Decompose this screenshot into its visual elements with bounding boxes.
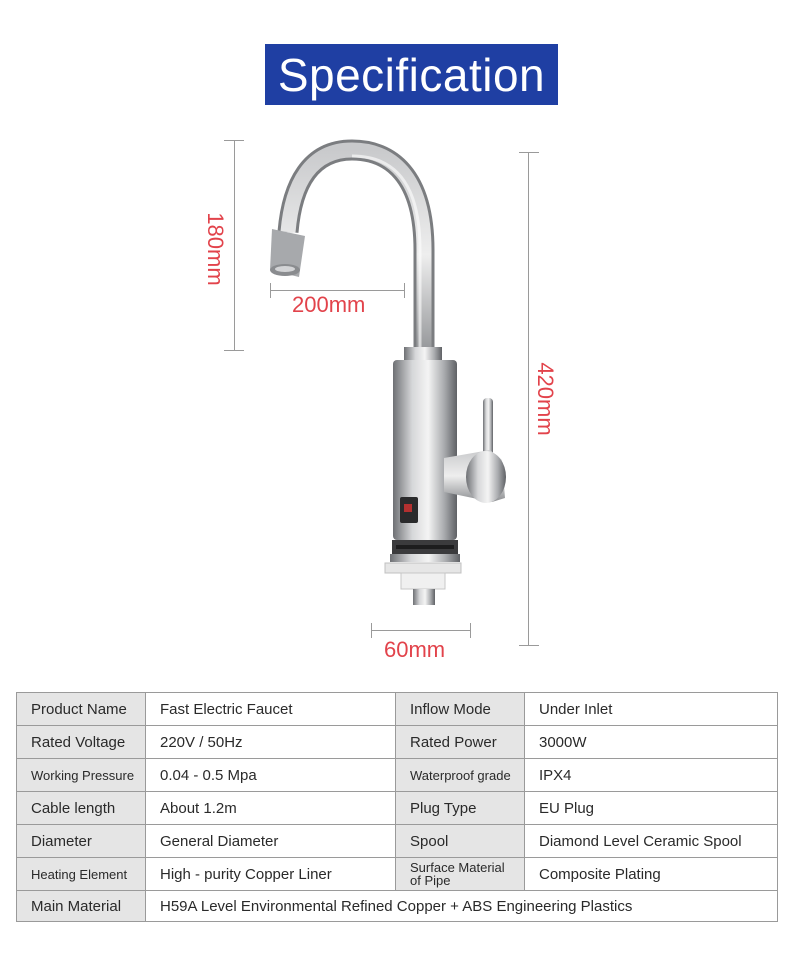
spec-value: Under Inlet — [525, 693, 778, 726]
spec-key: Spool — [396, 825, 525, 858]
dim-tick-180-top — [224, 140, 244, 141]
table-row — [17, 891, 778, 922]
spec-value: IPX4 — [525, 759, 778, 792]
spec-key: Rated Voltage — [17, 726, 146, 759]
dim-tick-200-right — [404, 283, 405, 298]
spec-key: Working Pressure — [17, 759, 146, 792]
dim-tick-200-left — [270, 283, 271, 298]
table-row — [17, 825, 778, 858]
dimension-200: 200mm — [292, 292, 366, 317]
spec-key: Plug Type — [396, 792, 525, 825]
spec-key: Heating Element — [17, 858, 146, 891]
table-row — [17, 759, 778, 792]
spec-value: Fast Electric Faucet — [146, 693, 396, 726]
spec-value: Composite Plating — [525, 858, 778, 891]
spec-value: H59A Level Environmental Refined Copper + ABS Engineering Plastics — [146, 891, 778, 922]
dim-line-420 — [528, 152, 529, 646]
spec-key: Rated Power — [396, 726, 525, 759]
spec-key: Product Name — [17, 693, 146, 726]
spec-value: High - purity Copper Liner — [146, 858, 396, 891]
spec-key: Inflow Mode — [396, 693, 525, 726]
page-title: Specification — [277, 48, 546, 101]
dimension-60: 60mm — [384, 637, 446, 662]
spec-key: Waterproof grade — [396, 759, 525, 792]
dimension-420: 420mm — [533, 362, 558, 436]
spec-key: Cable length — [17, 792, 146, 825]
dim-line-200 — [270, 290, 405, 291]
table-row — [17, 726, 778, 759]
spec-value: EU Plug — [525, 792, 778, 825]
spec-value: 3000W — [525, 726, 778, 759]
dim-tick-420-top — [519, 152, 539, 153]
spec-value: General Diameter — [146, 825, 396, 858]
dimension-180: 180mm — [203, 212, 228, 286]
spec-key: Surface Material of Pipe — [396, 858, 525, 891]
dim-line-60 — [371, 630, 471, 631]
dim-line-180 — [234, 140, 235, 351]
spec-value: Diamond Level Ceramic Spool — [525, 825, 778, 858]
spec-value: 0.04 - 0.5 Mpa — [146, 759, 396, 792]
table-row — [17, 858, 778, 891]
spec-value: 220V / 50Hz — [146, 726, 396, 759]
dim-tick-60-left — [371, 623, 372, 638]
spec-key: Diameter — [17, 825, 146, 858]
spec-key: Main Material — [17, 891, 146, 922]
spec-value: About 1.2m — [146, 792, 396, 825]
table-row — [17, 792, 778, 825]
spec-table — [16, 692, 778, 922]
dim-tick-420-bottom — [519, 645, 539, 646]
dim-tick-180-bottom — [224, 350, 244, 351]
table-row — [17, 693, 778, 726]
dim-tick-60-right — [470, 623, 471, 638]
